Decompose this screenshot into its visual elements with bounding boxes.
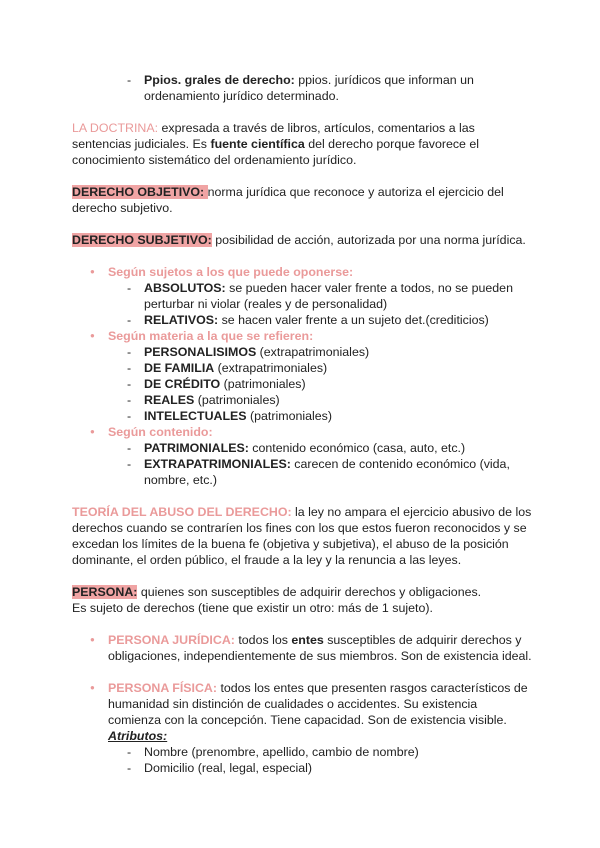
doctrina-text2: del derecho porque favorece el conocimiento sistemático del ordenamiento jurídico. [72,137,480,167]
juridica-text1: todos los [234,633,292,647]
doctrina-text1: expresada a través de libros, artículos, comentarios a las sentencias judiciales. Es [72,121,475,151]
objetivo-paragraph [72,184,532,216]
absolutos-text: se pueden hacer valer frente a todos, no se pueden perturbar ni violar (reales y de personalidad) [144,281,513,311]
atributos-label-line [72,728,532,744]
abuso-paragraph [72,504,532,568]
materia-text: (patrimoniales) [220,377,306,391]
atributo-text: Domicilio (real, legal, especial) [144,761,313,775]
materia-term: DE CRÉDITO [144,377,221,391]
materia-term: PERSONALISIMOS [144,345,257,359]
list-item [72,440,532,456]
doctrina-term: LA DOCTRINA: [72,121,159,135]
contenido-text: carecen de contenido económico (vida, nombre, etc.) [144,457,510,487]
ppios-block [72,72,532,104]
list-item [72,280,532,312]
atributos-label: Atributos: [108,729,168,743]
list-item [72,760,532,776]
materia-heading-item [72,328,532,344]
list-item [72,360,532,376]
juridica-item [72,632,532,664]
contenido-heading-item [72,424,532,440]
subjetivo-term: DERECHO SUBJETIVO: [72,233,212,247]
abuso-term: TEORÍA DEL ABUSO DEL DERECHO: [72,505,292,519]
contenido-term: EXTRAPATRIMONIALES: [144,457,291,471]
contenido-text: contenido económico (casa, auto, etc.) [248,441,466,455]
subjetivo-text: posibilidad de acción, autorizada por una norma jurídica. [211,233,526,247]
list-item [72,456,532,488]
materia-heading: Según materia a la que se refieren: [108,329,314,343]
sujetos-heading-item [72,264,532,280]
contenido-heading: Según contenido: [108,425,213,439]
fisica-block [72,680,532,776]
persona-line1 [72,584,532,600]
relativos-text: se hacen valer frente a un sujeto det.(crediticios) [218,313,489,327]
fisica-item [72,680,532,728]
materia-text: (extrapatrimoniales) [256,345,370,359]
materia-text: (extrapatrimoniales) [214,361,328,375]
classification-list [72,264,532,488]
doctrina-paragraph [72,120,532,168]
ppios-item [72,72,532,104]
list-item [72,392,532,408]
fisica-text: todos los entes que presenten rasgos característicos de humanidad sin distinción de cualidades o accidentes. Su existencia comienza con la concepción. Tiene capacidad. Son de existencia visible. [108,681,528,727]
subjetivo-paragraph [72,232,532,248]
objetivo-term: DERECHO OBJETIVO: [72,185,208,199]
persona-paragraph [72,584,532,616]
juridica-bold: entes [291,633,324,647]
ppios-term: Ppios. grales de derecho: [144,73,295,87]
juridica-text2: susceptibles de adquirir derechos y obligaciones, independientemente de sus miembros. Son de existencia ideal. [108,633,532,663]
list-item [72,408,532,424]
list-item [72,344,532,360]
abuso-text: la ley no ampara el ejercicio abusivo de los derechos cuando se contraríen los fines con los que estos fueron reconocidos y se excedan los límites de la buena fe (objetiva y subjetiva), el abuso de la posición dominante, el orden público, el fraude a la ley y la renuncia a las leyes. [72,505,532,567]
ppios-text: ppios. jurídicos que informan un ordenamiento jurídico determinado. [144,73,474,103]
list-item [72,376,532,392]
sujetos-heading: Según sujetos a los que puede oponerse: [108,265,354,279]
list-item [72,744,532,760]
relativos-term: RELATIVOS: [144,313,219,327]
materia-text: (patrimoniales) [194,393,280,407]
juridica-block [72,632,532,664]
materia-term: REALES [144,393,195,407]
persona-term: PERSONA: [72,585,138,599]
atributo-text: Nombre (prenombre, apellido, cambio de nombre) [144,745,419,759]
materia-term: DE FAMILIA [144,361,215,375]
materia-text: (patrimoniales) [246,409,332,423]
juridica-term: PERSONA JURÍDICA: [108,633,235,647]
persona-line2: Es sujeto de derechos (tiene que existir un otro: más de 1 sujeto). [72,601,433,615]
contenido-term: PATRIMONIALES: [144,441,249,455]
list-item [72,312,532,328]
fisica-term: PERSONA FÍSICA: [108,681,217,695]
absolutos-term: ABSOLUTOS: [144,281,226,295]
persona-text: quienes son susceptibles de adquirir derechos y obligaciones. [137,585,482,599]
doctrina-bold: fuente científica [210,137,305,151]
objetivo-text: norma jurídica que reconoce y autoriza el ejercicio del derecho subjetivo. [72,185,504,215]
materia-term: INTELECTUALES [144,409,247,423]
